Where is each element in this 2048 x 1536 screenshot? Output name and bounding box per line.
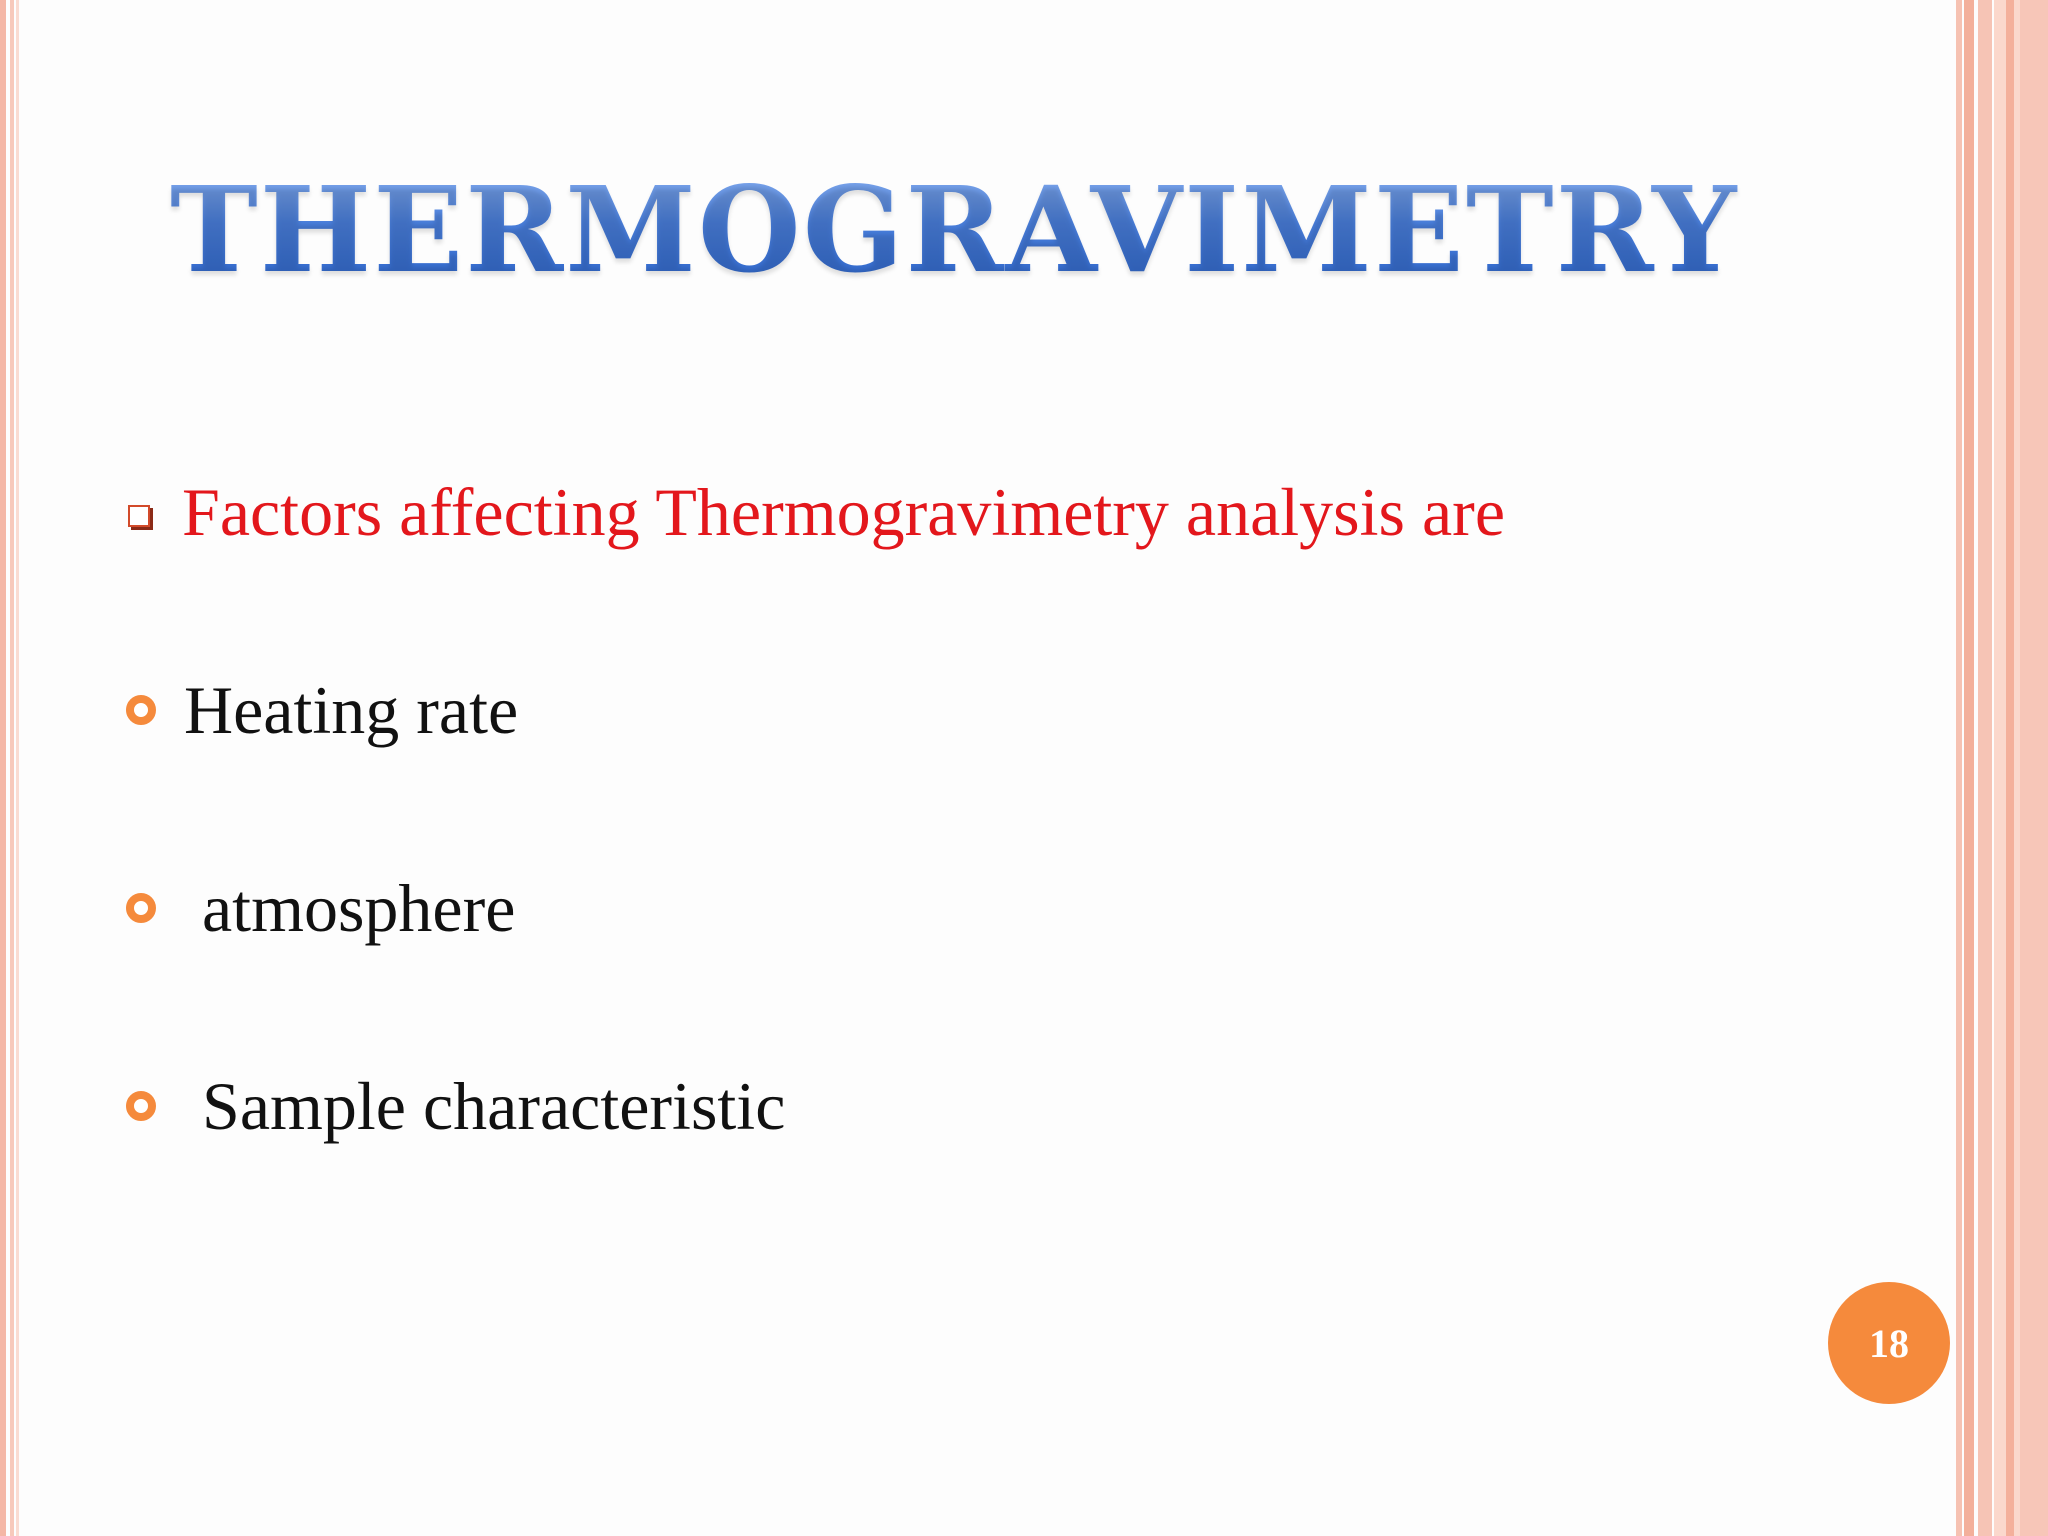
page-number-badge: 18 (1828, 1282, 1950, 1404)
square-bullet-icon (128, 505, 150, 527)
ring-bullet-icon (126, 1091, 156, 1121)
bullet-item (120, 868, 515, 948)
ring-bullet-icon (126, 893, 156, 923)
right-border-stripe (2006, 0, 2014, 1536)
right-border-stripe (1978, 0, 1992, 1536)
slide-title: THERMOGRAVIMETRY (170, 160, 1739, 299)
bullet-text-atmosphere: atmosphere (202, 869, 516, 946)
bullet-item (120, 472, 1505, 552)
right-border-stripe (1964, 0, 1974, 1536)
bullet-text-intro: Factors affecting Thermogravimetry analysis are (182, 473, 1506, 550)
bullet-item (120, 670, 518, 750)
right-border-stripe (2020, 0, 2048, 1536)
right-border-stripe (1956, 0, 1962, 1536)
bullet-text-heating-rate: Heating rate (184, 671, 519, 748)
ring-bullet-icon (126, 695, 156, 725)
bullet-text-sample-characteristic: Sample characteristic (202, 1067, 786, 1144)
bullet-item (120, 1066, 785, 1146)
